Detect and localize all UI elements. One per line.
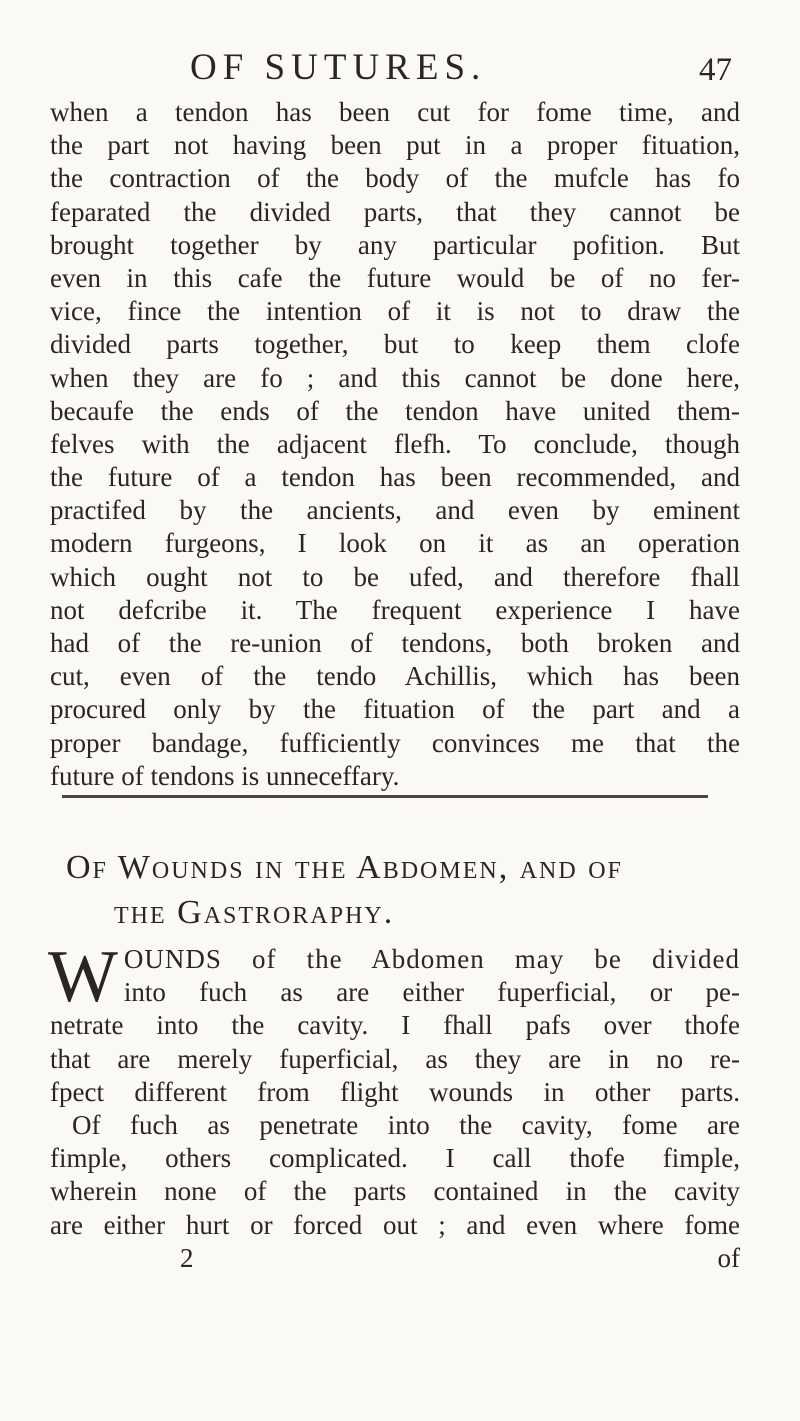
section-paragraph [48, 936, 740, 1275]
signature-mark: 2 [180, 1242, 194, 1273]
text-line: fimple, others complicated. I call thofe fimple, [50, 1143, 740, 1174]
text-line: which ought not to be ufed, and therefore fhall [50, 561, 740, 592]
text-line: the future of a tendon has been recommended, and [50, 462, 740, 493]
text-line: brought together by any particular pofition. But [50, 229, 740, 260]
page-number: 47 [699, 52, 732, 88]
text-line: divided parts together, but to keep them clofe [50, 329, 740, 360]
text-line: feparated the divided parts, that they cannot be [50, 196, 740, 227]
text-line: wherein none of the parts contained in the cavity [50, 1176, 740, 1207]
text-line: practifed by the ancients, and even by eminent [50, 495, 740, 526]
text-line: modern furgeons, I look on it as an operation [50, 528, 740, 559]
text-line: OUNDS of the Abdomen may be divided [123, 944, 740, 974]
text-line: even in this cafe the future would be of no fer- [50, 262, 740, 293]
text-line: netrate into the cavity. I fhall pafs over thofe [50, 1010, 740, 1041]
running-head [0, 40, 800, 90]
text-line: when they are fo ; and this cannot be done here, [50, 362, 740, 393]
text-line: vice, fince the intention of it is not to draw the [50, 296, 740, 327]
section-heading-line: the Gastroraphy. [114, 894, 395, 931]
text-line: that are merely fuperficial, as they are in no re- [50, 1043, 740, 1074]
catchword: of [717, 1242, 740, 1273]
text-line: the contraction of the body of the mufcle has fo [50, 163, 740, 194]
body-paragraph [50, 96, 740, 793]
text-line: future of tendons is unneceffary. [50, 760, 400, 791]
text-line: becaufe the ends of the tendon have united them- [50, 395, 740, 426]
section-heading-line: Of Wounds in the Abdomen, and of [66, 849, 623, 886]
text-line: cut, even of the tendo Achillis, which has been [50, 661, 740, 692]
text-line: procured only by the fituation of the part and a [50, 694, 740, 725]
running-title: OF SUTURES. [190, 47, 487, 88]
text-line: are either hurt or forced out ; and even where fome [50, 1209, 740, 1240]
page-footer [50, 1242, 740, 1275]
text-line: into fuch as are either fuperficial, or pe- [123, 977, 740, 1008]
section-divider-rule [62, 795, 708, 798]
text-line: had of the re-union of tendons, both broken and [50, 628, 740, 658]
text-line: felves with the adjacent flefh. To conclude, though [50, 428, 740, 459]
text-line: the part not having been put in a proper fituation, [50, 130, 740, 161]
text-line: not defcribe it. The frequent experience I have [50, 594, 740, 625]
text-line: proper bandage, fufficiently convinces me that the [50, 727, 740, 758]
section-heading [66, 845, 766, 935]
text-line: Of fuch as penetrate into the cavity, fome are [72, 1109, 740, 1140]
drop-cap: W [48, 936, 118, 1018]
text-line: fpect different from flight wounds in other parts. [50, 1076, 740, 1107]
text-line: when a tendon has been cut for fome time, and [50, 97, 740, 127]
